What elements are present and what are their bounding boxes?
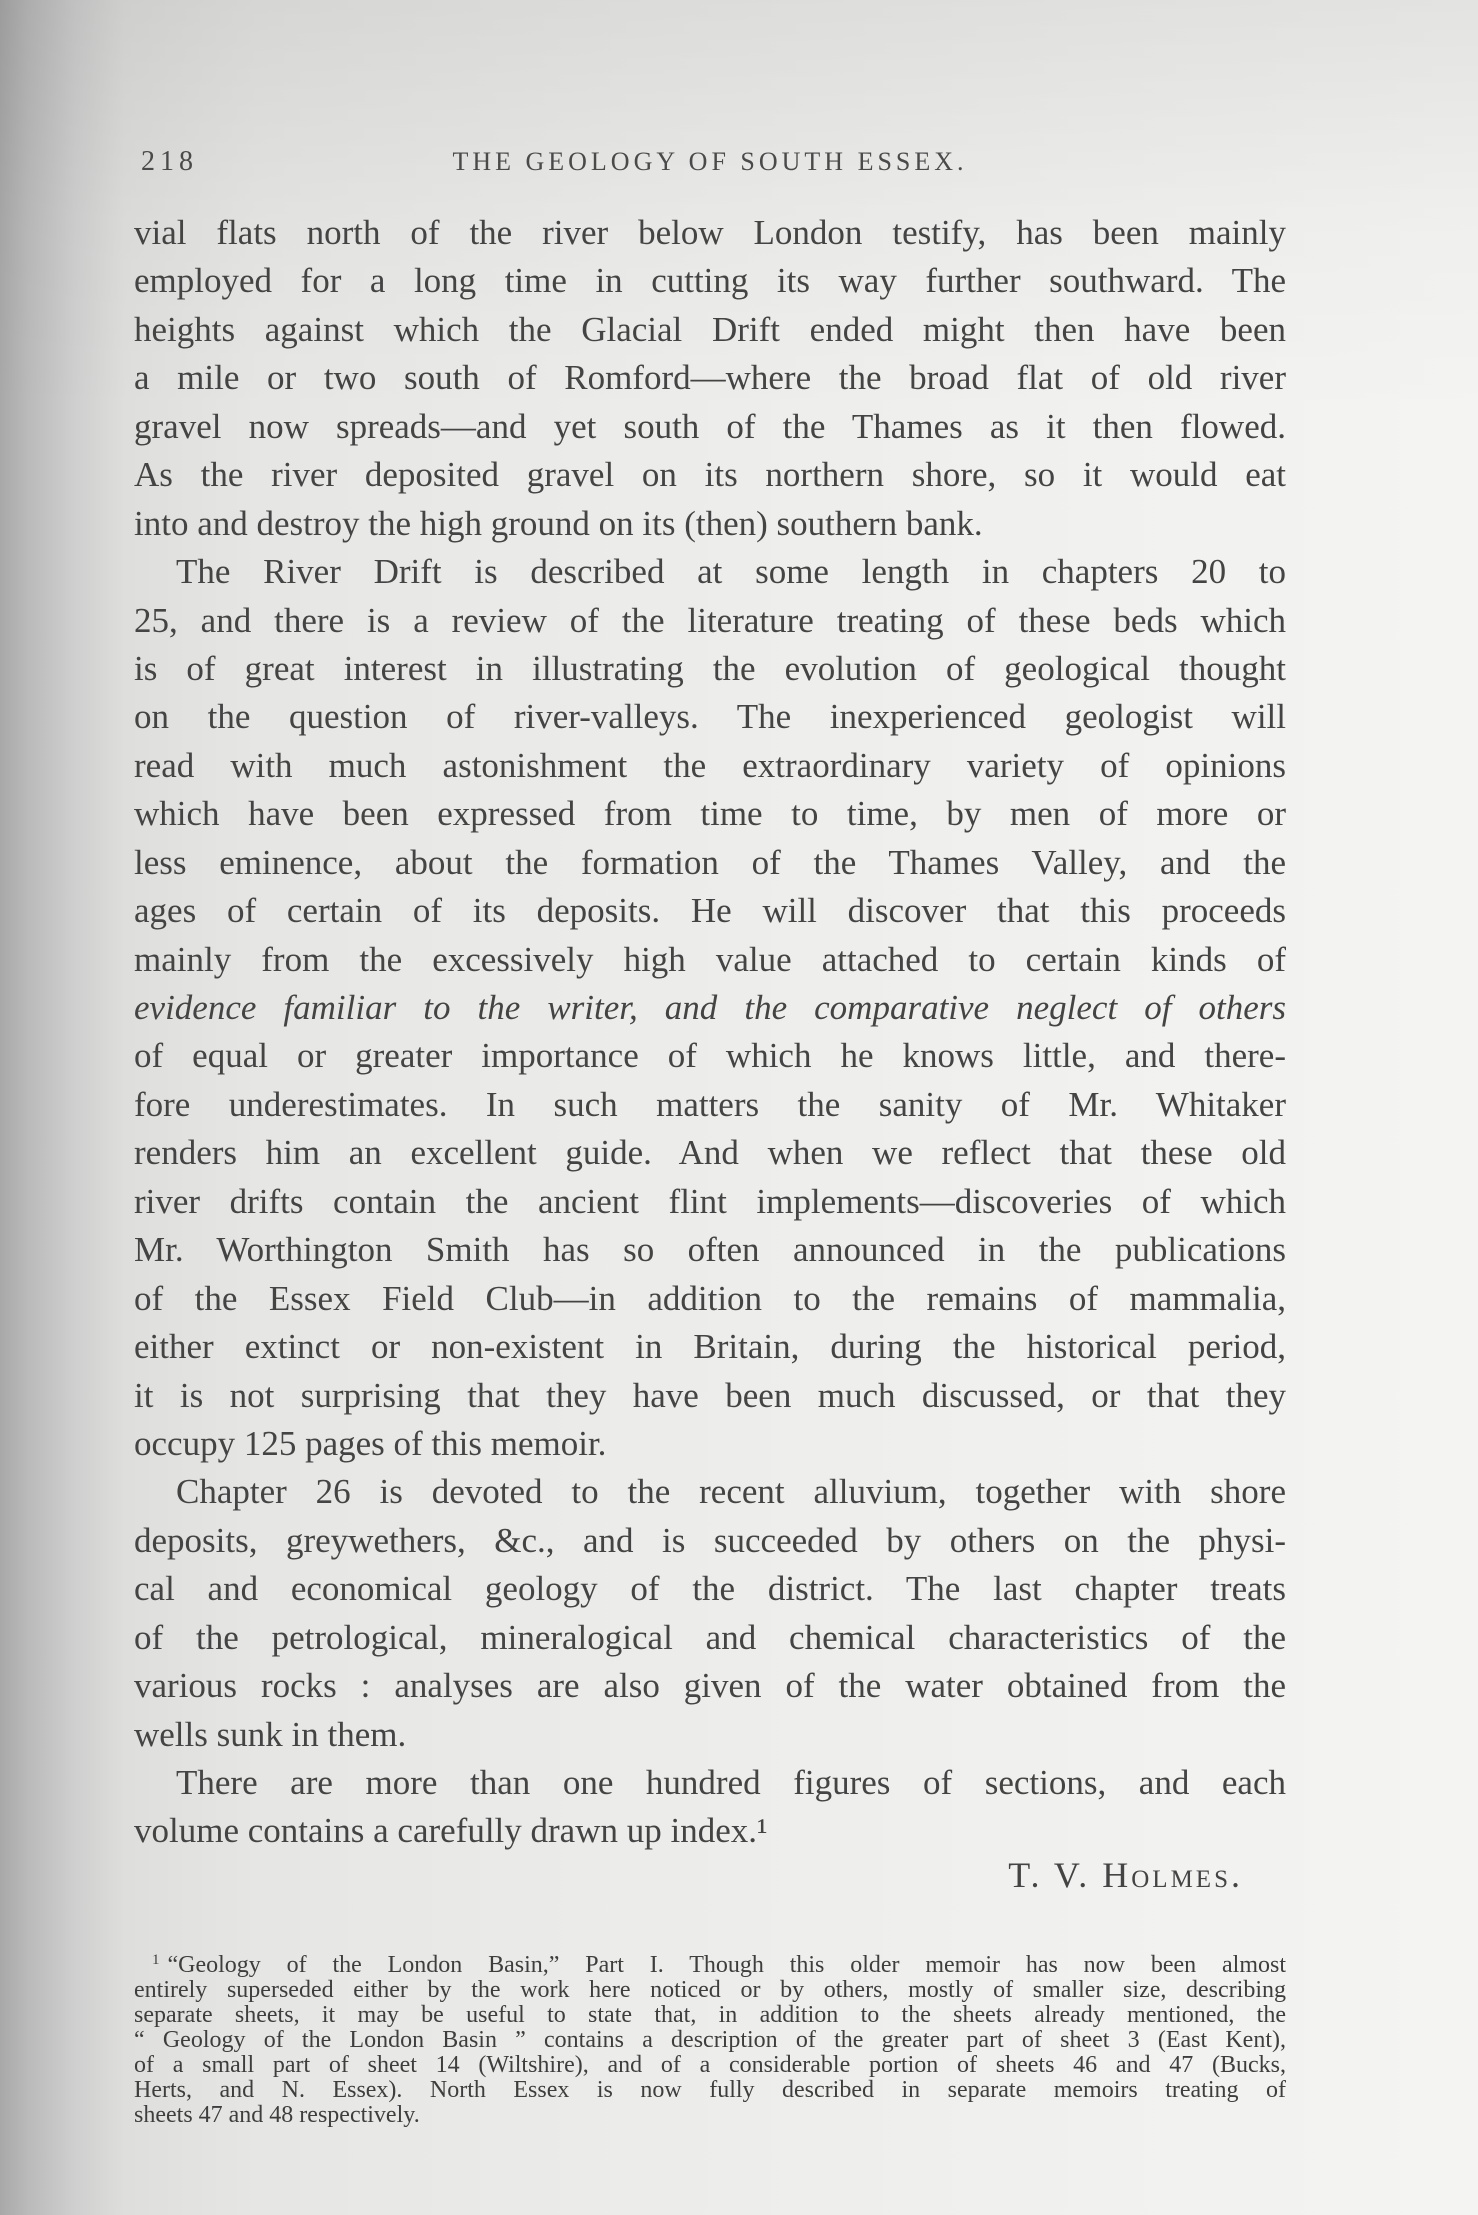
- text-line: cal and economical geology of the district. The last chapter treats: [134, 1569, 1286, 1609]
- paragraph: [134, 1468, 1286, 1759]
- footnote-line: Herts, and N. Essex). North Essex is now fully described in separate memoirs treating of: [134, 2078, 1286, 2103]
- text-line: it is not surprising that they have been much discussed, or that they: [134, 1375, 1286, 1415]
- text-line: into and destroy the high ground on its (then) southern bank.: [134, 503, 983, 543]
- text-line: employed for a long time in cutting its way further southward. The: [134, 261, 1286, 301]
- text-line: on the question of river-valleys. The inexperienced geologist will: [134, 697, 1286, 737]
- text-line: 25, and there is a review of the literature treating of these beds which: [134, 600, 1286, 640]
- text-line: heights against which the Glacial Drift ended might then have been: [134, 309, 1286, 349]
- text-line: mainly from the excessively high value attached to certain kinds of: [134, 939, 1286, 979]
- text-line: The River Drift is described at some length in chapters 20 to: [176, 552, 1286, 592]
- footnote-line: of a small part of sheet 14 (Wiltshire), and of a considerable portion of sheets 46 and 47 (Bucks,: [134, 2053, 1286, 2078]
- text-line: gravel now spreads—and yet south of the Thames as it then flowed.: [134, 406, 1286, 446]
- text-line: deposits, greywethers, &c., and is succeeded by others on the physi-: [134, 1520, 1286, 1560]
- text-line: of equal or greater importance of which he knows little, and there-: [134, 1036, 1286, 1076]
- body-text: [134, 209, 1286, 1856]
- footnote-marker: 1: [152, 1953, 160, 1968]
- text-line: of the Essex Field Club—in addition to the remains of mammalia,: [134, 1278, 1286, 1318]
- text-line: evidence familiar to the writer, and the comparative neglect of others: [134, 988, 1286, 1027]
- footnote-line: entirely superseded either by the work here noticed or by others, mostly of smaller size, describing: [134, 1978, 1286, 2003]
- text-line: read with much astonishment the extraordinary variety of opinions: [134, 745, 1286, 785]
- author-signature: T. V. Holmes.: [1008, 1855, 1243, 1895]
- text-line: of the petrological, mineralogical and chemical characteristics of the: [134, 1617, 1286, 1657]
- text-line: vial flats north of the river below London testify, has been mainly: [134, 213, 1286, 252]
- text-line: a mile or two south of Romford—where the broad flat of old river: [134, 358, 1286, 398]
- text-line: wells sunk in them.: [134, 1714, 407, 1754]
- footnote-line-text: “Geology of the London Basin,” Part I. Though this older memoir has now been almost: [167, 1953, 1286, 1978]
- text-line: volume contains a carefully drawn up index.¹: [134, 1811, 768, 1851]
- text-line: less eminence, about the formation of the Thames Valley, and the: [134, 842, 1286, 882]
- page-number: 218: [141, 146, 198, 177]
- running-title: THE GEOLOGY OF SOUTH ESSEX.: [452, 147, 968, 176]
- text-line: either extinct or non-existent in Britain, during the historical period,: [134, 1327, 1286, 1367]
- text-line: As the river deposited gravel on its northern shore, so it would eat: [134, 455, 1286, 495]
- footnote-line: “ Geology of the London Basin ” contains a description of the greater part of sheet 3 (East Kent),: [134, 2028, 1286, 2053]
- text-line: river drifts contain the ancient flint implements—discoveries of which: [134, 1181, 1286, 1221]
- footnote-line: sheets 47 and 48 respectively.: [134, 2103, 420, 2128]
- paragraph: [134, 209, 1286, 548]
- text-line: There are more than one hundred figures of sections, and each: [176, 1763, 1286, 1802]
- footnote-line: [134, 1953, 1286, 1978]
- text-line: occupy 125 pages of this memoir.: [134, 1423, 607, 1463]
- text-line: fore underestimates. In such matters the sanity of Mr. Whitaker: [134, 1084, 1286, 1124]
- paragraph: [134, 548, 1286, 1468]
- text-line: renders him an excellent guide. And when we reflect that these old: [134, 1133, 1286, 1173]
- text-line: is of great interest in illustrating the evolution of geological thought: [134, 648, 1286, 688]
- text-line: Mr. Worthington Smith has so often announced in the publications: [134, 1230, 1286, 1270]
- text-line: which have been expressed from time to time, by men of more or: [134, 794, 1286, 834]
- footnote-line: separate sheets, it may be useful to state that, in addition to the sheets already mentioned, the: [134, 2003, 1286, 2028]
- text-line: ages of certain of its deposits. He will discover that this proceeds: [134, 891, 1286, 931]
- footnote: [134, 1953, 1286, 2128]
- text-line: Chapter 26 is devoted to the recent alluvium, together with shore: [176, 1472, 1286, 1512]
- paragraph: [134, 1759, 1286, 1856]
- text-line: various rocks : analyses are also given of the water obtained from the: [134, 1666, 1286, 1706]
